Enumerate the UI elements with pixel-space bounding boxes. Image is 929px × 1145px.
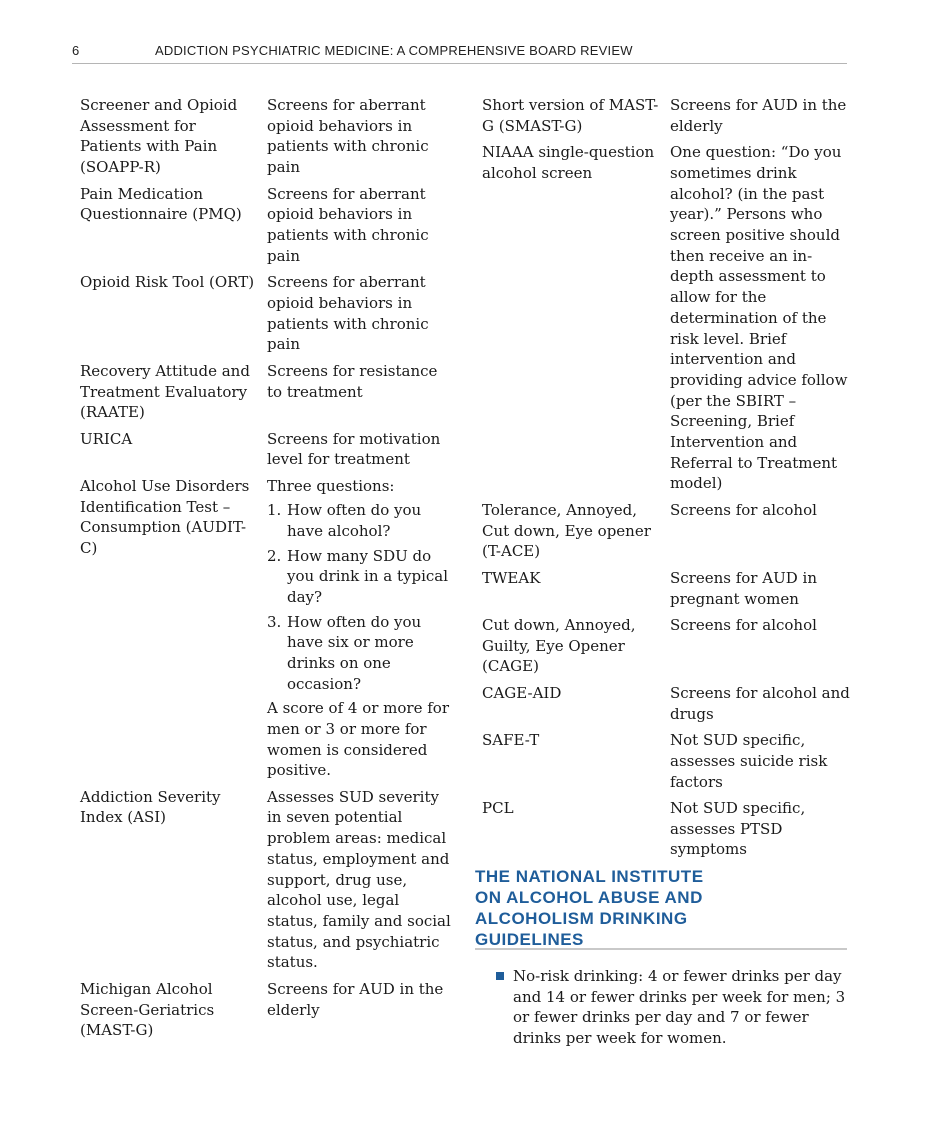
instrument-description: Not SUD specific, assesses PTSD symptoms — [670, 799, 806, 859]
section-heading — [475, 866, 847, 950]
question-list — [267, 500, 452, 694]
instrument-description: Screens for alcohol — [670, 500, 817, 519]
list-item — [267, 500, 452, 541]
table-row — [482, 798, 852, 860]
instrument-description: Screens for aberrant opioid behaviors in patients with chronic pain — [267, 273, 429, 354]
instrument-description: One question: “Do you sometimes drink alcohol? (in the past year).” Persons who screen positive should then receive an in-depth assessment to allow for the determination of the risk level. Brief intervention and providing advice follow (per the SBIRT – Screening, Brief Intervention and Referral to Treatment model) — [670, 143, 848, 493]
table-row — [80, 95, 452, 178]
instrument-name: Michigan Alcohol Screen-Geriatrics (MAST-G) — [80, 979, 215, 1040]
instrument-name: TWEAK — [482, 568, 541, 587]
instrument-description: Screens for AUD in pregnant women — [670, 568, 817, 608]
table-row — [482, 500, 852, 562]
instrument-description: Assesses SUD severity in seven potential problem areas: medical status, employment and support, drug use, alcohol use, legal status, family and social status, and psychiatric status. — [267, 787, 451, 972]
table-row — [482, 142, 852, 494]
page-number: 6 — [72, 43, 80, 58]
screening-table-left — [80, 95, 452, 1047]
list-item — [267, 546, 452, 608]
square-bullet-icon — [496, 972, 504, 980]
heading-line: GUIDELINES — [475, 930, 584, 949]
instrument-name: Alcohol Use Disorders Identification Test – Consumption (AUDIT-C) — [80, 476, 250, 558]
instrument-description: Screens for motivation level for treatment — [267, 429, 441, 469]
instrument-description: Screens for resistance to treatment — [267, 361, 438, 401]
guideline-text: No-risk drinking: 4 or fewer drinks per day and 14 or fewer drinks per week for men; 3 or fewer drinks per day and 7 or fewer drinks per week for women. — [513, 967, 846, 1048]
instrument-description: Screens for AUD in the elderly — [670, 96, 847, 135]
instrument-name: Cut down, Annoyed, Guilty, Eye Opener (CAGE) — [482, 616, 636, 676]
instrument-description: Screens for AUD in the elderly — [267, 979, 444, 1019]
instrument-description: Screens for alcohol and drugs — [670, 683, 850, 723]
list-item — [496, 966, 848, 1049]
table-row — [482, 730, 852, 792]
question-text: How often do you have six or more drinks on one occasion? — [287, 612, 422, 693]
list-item — [267, 612, 452, 695]
table-row — [80, 787, 452, 973]
table-row — [482, 615, 852, 677]
instrument-name: Addiction Severity Index (ASI) — [80, 787, 221, 827]
question-number: 1. — [267, 501, 282, 520]
book-title: ADDICTION PSYCHIATRIC MEDICINE: A COMPREHENSIVE BOARD REVIEW — [155, 43, 633, 58]
instrument-description — [267, 476, 452, 781]
heading-divider — [475, 948, 847, 950]
instrument-name: CAGE-AID — [482, 683, 562, 702]
instrument-description: Screens for alcohol — [670, 616, 817, 635]
table-row — [80, 184, 452, 267]
table-row — [482, 95, 852, 136]
question-number: 3. — [267, 612, 282, 631]
instrument-name: Recovery Attitude and Treatment Evaluatory (RAATE) — [80, 361, 250, 422]
heading-line: THE NATIONAL INSTITUTE — [475, 867, 704, 886]
instrument-name: Tolerance, Annoyed, Cut down, Eye opener (T-ACE) — [482, 500, 651, 561]
running-head — [72, 43, 847, 64]
question-text: How many SDU do you drink in a typical day? — [287, 546, 449, 607]
table-row — [80, 476, 452, 781]
instrument-name: PCL — [482, 799, 514, 818]
question-number: 2. — [267, 546, 282, 565]
scoring-note: A score of 4 or more for men or 3 or more for women is considered positive. — [267, 699, 449, 780]
instrument-description: Screens for aberrant opioid behaviors in patients with chronic pain — [267, 184, 429, 265]
guideline-list — [496, 966, 848, 1049]
question-text: How often do you have alcohol? — [287, 501, 422, 541]
screening-table-right — [482, 95, 852, 866]
table-row — [80, 361, 452, 423]
heading-line: ON ALCOHOL ABUSE AND — [475, 888, 703, 907]
heading-line: ALCOHOLISM DRINKING — [475, 909, 688, 928]
instrument-description: Not SUD specific, assesses suicide risk factors — [670, 731, 828, 791]
instrument-name: Pain Medication Questionnaire (PMQ) — [80, 184, 242, 224]
instrument-name: NIAAA single-question alcohol screen — [482, 143, 655, 182]
instrument-name: URICA — [80, 429, 133, 448]
table-row — [482, 568, 852, 609]
instrument-name: Opioid Risk Tool (ORT) — [80, 273, 255, 292]
instrument-name: SAFE-T — [482, 731, 540, 750]
table-row — [80, 272, 452, 355]
instrument-name: Short version of MAST-G (SMAST-G) — [482, 96, 659, 135]
table-row — [80, 979, 452, 1041]
instrument-description: Screens for aberrant opioid behaviors in patients with chronic pain — [267, 96, 429, 177]
table-row — [482, 683, 852, 724]
instrument-name: Screener and Opioid Assessment for Patients with Pain (SOAPP-R) — [80, 96, 238, 177]
questions-intro: Three questions: — [267, 476, 395, 495]
table-row — [80, 429, 452, 470]
